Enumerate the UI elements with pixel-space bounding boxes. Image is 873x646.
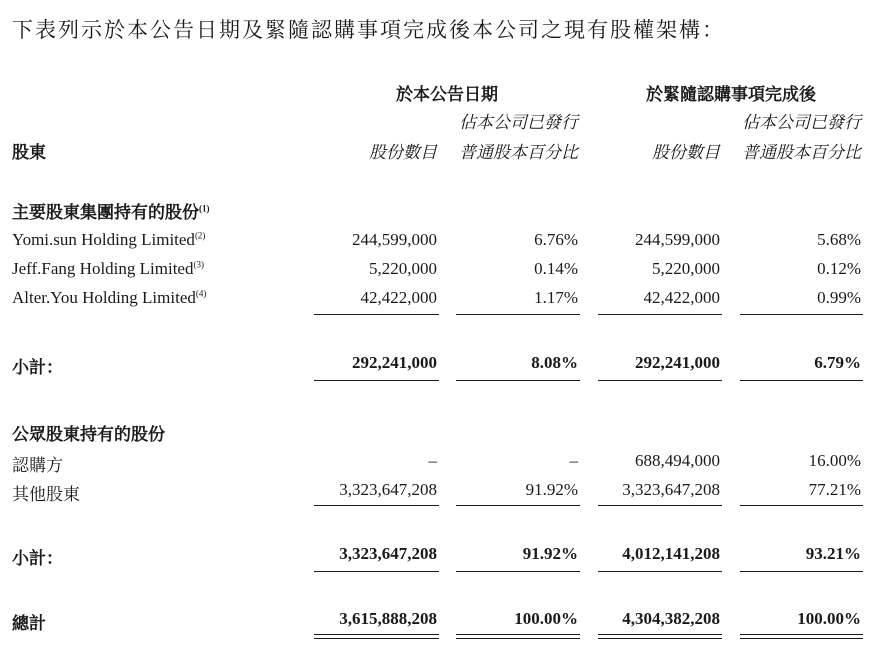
pct-now: 8.08% — [531, 353, 578, 372]
pct-after: 93.21% — [805, 544, 861, 563]
pct-after: 100.00% — [797, 609, 861, 628]
header-shares-now: 股份數目 — [369, 143, 437, 162]
shareholder-name: 其他股東 — [12, 485, 80, 504]
shares-now: 3,323,647,208 — [339, 544, 437, 563]
pct-after: 16.00% — [808, 451, 861, 470]
double-rule-line — [314, 634, 439, 639]
rule-line — [740, 571, 863, 572]
rule-line — [598, 571, 722, 572]
shares-after: 244,599,000 — [635, 230, 720, 249]
subtotal-label: 小計： — [12, 358, 63, 377]
shareholder-name: 認購方 — [12, 456, 63, 475]
shareholder-name — [12, 230, 205, 250]
shares-after: 4,012,141,208 — [622, 544, 720, 563]
shares-after: 688,494,000 — [635, 451, 720, 470]
header-pct-line2-now: 普通股本百分比 — [459, 143, 578, 162]
section-title-text: 主要股東集團持有的股份 — [12, 203, 199, 222]
pct-now: 91.92% — [522, 544, 578, 563]
pct-after: 5.68% — [817, 230, 861, 249]
double-rule-line — [740, 634, 863, 639]
pct-after: 6.79% — [814, 353, 861, 372]
shares-now: 5,220,000 — [369, 259, 437, 278]
total-row — [0, 609, 873, 633]
shares-now: 292,241,000 — [352, 353, 437, 372]
double-rule-line — [598, 634, 722, 639]
header-pct-line1-after: 佔本公司已發行 — [742, 113, 861, 132]
shares-now: 3,323,647,208 — [339, 480, 437, 499]
pct-after: 0.99% — [817, 288, 861, 307]
pct-now: – — [569, 451, 578, 470]
table-row — [0, 288, 873, 312]
header-pct-line1-now: 佔本公司已發行 — [459, 113, 578, 132]
rule-line — [456, 314, 580, 315]
shareholder-name-text: Yomi.sun Holding Limited — [12, 230, 195, 249]
footnote-marker: (4) — [195, 288, 207, 299]
section-title-public-shareholders: 公眾股東持有的股份 — [12, 425, 165, 444]
pct-now: 0.14% — [534, 259, 578, 278]
footnote-marker: (1) — [199, 203, 210, 214]
rule-line — [598, 380, 722, 381]
rule-line — [314, 380, 439, 381]
pct-now: 100.00% — [514, 609, 578, 628]
shares-now: – — [428, 451, 437, 470]
header-shares-after: 股份數目 — [652, 143, 720, 162]
subtotal-label: 小計： — [12, 549, 63, 568]
rule-line — [740, 314, 863, 315]
intro-text: 下表列示於本公告日期及緊隨認購事項完成後本公司之現有股權架構： — [12, 18, 725, 42]
shares-after: 5,220,000 — [652, 259, 720, 278]
shareholder-name — [12, 288, 206, 308]
header-group-announcement-date: 於本公告日期 — [396, 85, 498, 104]
rule-line — [456, 571, 580, 572]
table-row — [0, 451, 873, 475]
table-row — [0, 480, 873, 504]
pct-after: 77.21% — [808, 480, 861, 499]
rule-line — [456, 505, 580, 506]
shares-after: 3,323,647,208 — [622, 480, 720, 499]
shareholder-name-text: Jeff.Fang Holding Limited — [12, 259, 194, 278]
rule-line — [740, 380, 863, 381]
pct-now: 91.92% — [525, 480, 578, 499]
rule-line — [598, 505, 722, 506]
subtotal-row — [0, 544, 873, 568]
table-row — [0, 259, 873, 283]
pct-now: 1.17% — [534, 288, 578, 307]
shares-after: 42,422,000 — [643, 288, 720, 307]
total-label: 總計 — [12, 614, 46, 633]
shares-after: 292,241,000 — [635, 353, 720, 372]
shares-now: 244,599,000 — [352, 230, 437, 249]
footnote-marker: (2) — [194, 230, 206, 241]
pct-now: 6.76% — [534, 230, 578, 249]
section-title-major-shareholders — [12, 198, 210, 223]
rule-line — [598, 314, 722, 315]
shares-now: 3,615,888,208 — [339, 609, 437, 628]
shares-after: 4,304,382,208 — [622, 609, 720, 628]
shareholder-name-text: Alter.You Holding Limited — [12, 288, 196, 307]
rule-line — [314, 505, 439, 506]
shares-now: 42,422,000 — [360, 288, 437, 307]
shareholder-name — [12, 259, 204, 279]
rule-line — [314, 571, 439, 572]
header-group-after-completion: 於緊隨認購事項完成後 — [646, 85, 816, 104]
rule-line — [456, 380, 580, 381]
table-row — [0, 230, 873, 254]
header-pct-line2-after: 普通股本百分比 — [742, 143, 861, 162]
double-rule-line — [456, 634, 580, 639]
rule-line — [314, 314, 439, 315]
footnote-marker: (3) — [193, 259, 204, 270]
subtotal-row — [0, 353, 873, 377]
header-shareholder: 股東 — [12, 143, 46, 162]
pct-after: 0.12% — [817, 259, 861, 278]
rule-line — [740, 505, 863, 506]
